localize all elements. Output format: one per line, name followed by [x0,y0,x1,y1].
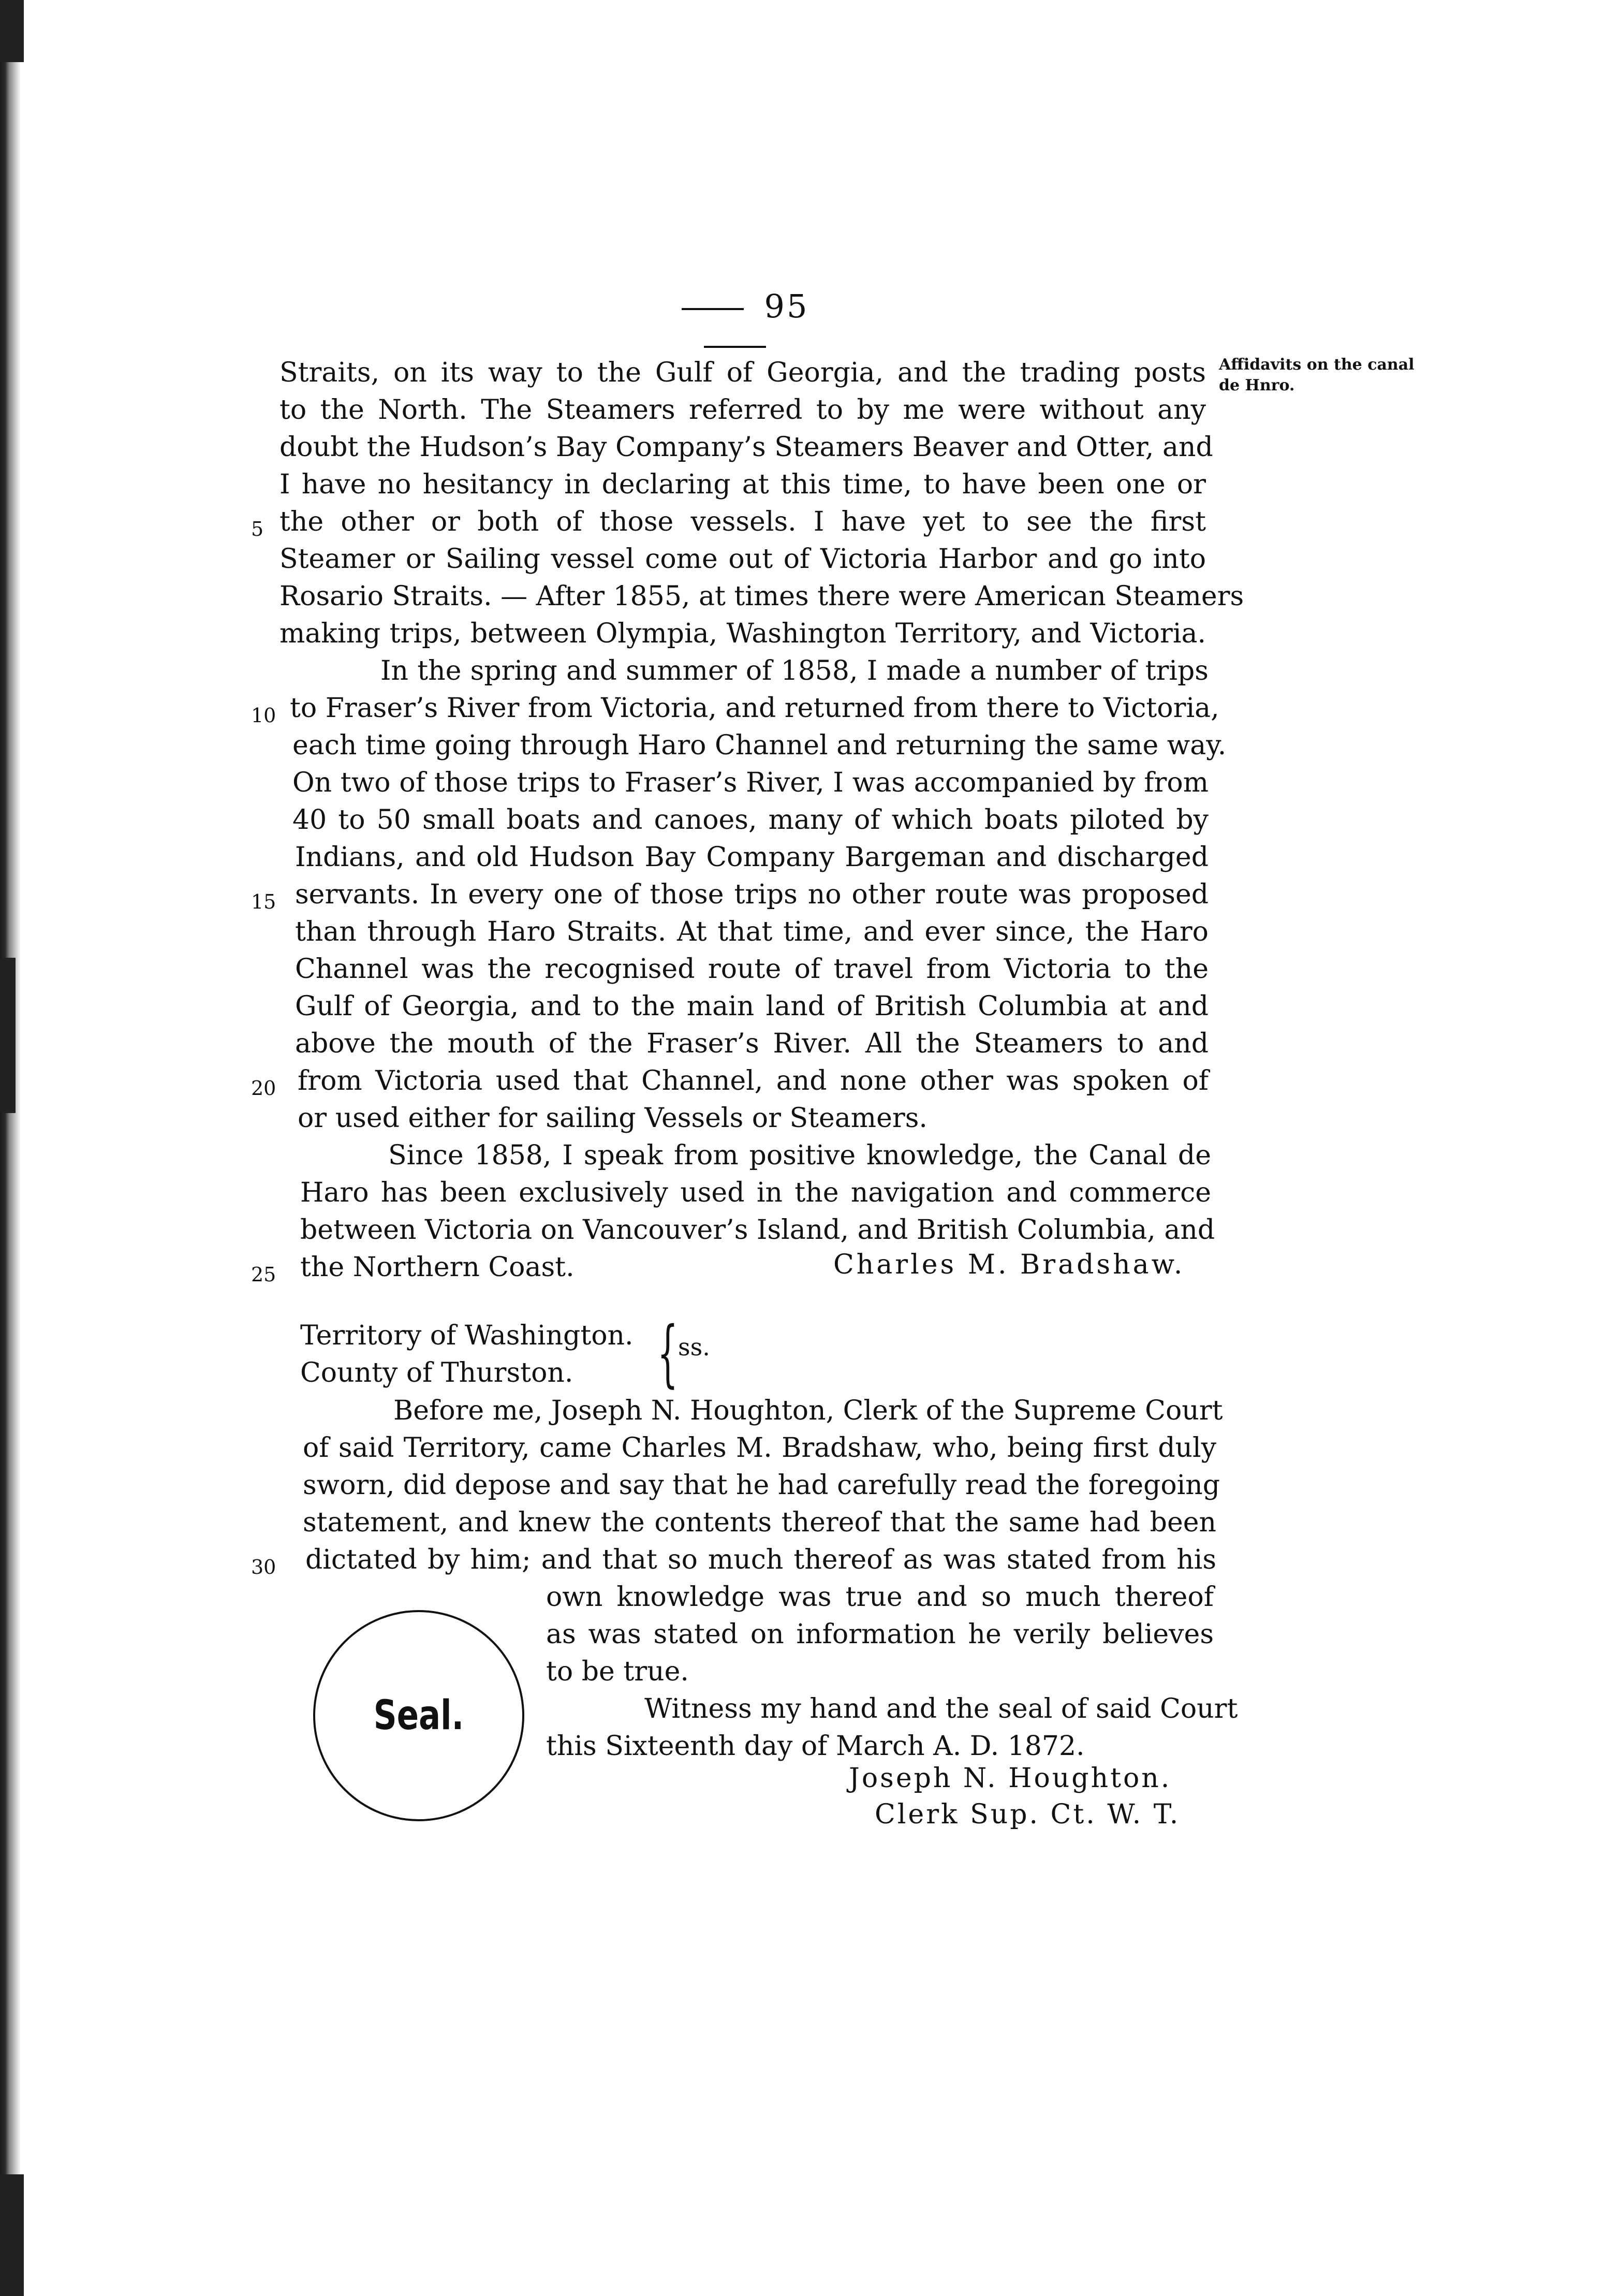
text-line: making trips, between Olympia, Washington Territory, and Victoria. [279,618,1206,649]
text-line: as was stated on information he verily believes [546,1619,1214,1650]
binding-mark [0,0,24,62]
line-number: 20 [251,1077,276,1100]
line-number: 25 [251,1263,276,1286]
line-number: 10 [251,704,276,727]
text-line: statement, and knew the contents thereof that the same had been [303,1507,1216,1538]
text-line: In the spring and summer of 1858, I made a number of trips [380,655,1209,686]
text-line: servants. In every one of those trips no other route was proposed [295,879,1209,910]
text-line: Since 1858, I speak from positive knowledge, the Canal de [388,1140,1211,1171]
text-line: dictated by him; and that so much thereof as was stated from his [305,1544,1216,1575]
text-line: Indians, and old Hudson Bay Company Bargeman and discharged [295,842,1209,873]
text-line: the Northern Coast. [300,1252,575,1283]
text-line: to the North. The Steamers referred to by me were without any [279,394,1206,426]
text-line: Channel was the recognised route of travel from Victoria to the [295,954,1209,985]
seal-label: Seal. [373,1692,464,1739]
header-rule-right [704,346,766,348]
text-line: sworn, did depose and say that he had carefully read the foregoing [303,1470,1220,1501]
text-line: Haro has been exclusively used in the navigation and commerce [300,1177,1211,1208]
signature-title: Clerk Sup. Ct. W. T. [875,1799,1181,1830]
binding-mark [0,2174,24,2296]
text-line: Steamer or Sailing vessel come out of Victoria Harbor and go into [279,544,1206,575]
text-line: between Victoria on Vancouver’s Island, and British Columbia, and [300,1215,1215,1246]
page-header [631,287,838,363]
text-line: Straits, on its way to the Gulf of Georgia, and the trading posts [279,357,1206,388]
court-seal [313,1610,524,1821]
venue-county: County of Thurston. [300,1357,573,1388]
venue-brace: { [657,1311,679,1396]
line-number: 5 [251,518,264,540]
text-line: of said Territory, came Charles M. Bradshaw, who, being first duly [303,1432,1216,1464]
line-number: 15 [251,890,276,913]
text-line: above the mouth of the Fraser’s River. All the Steamers to and [295,1028,1209,1059]
venue-ss: ss. [678,1333,710,1361]
text-line: than through Haro Straits. At that time, and ever since, the Haro [295,916,1209,947]
text-line: this Sixteenth day of March A. D. 1872. [546,1731,1085,1762]
text-line: to Fraser’s River from Victoria, and returned from there to Victoria, [290,693,1219,724]
text-line: I have no hesitancy in declaring at this time, to have been one or [279,469,1206,500]
header-rule-left [682,308,744,310]
text-line: or used either for sailing Vessels or Steamers. [298,1103,927,1134]
line-number: 30 [251,1556,276,1578]
text-line: doubt the Hudson’s Bay Company’s Steamers Beaver and Otter, and [279,432,1213,463]
binding-mark [0,958,16,1113]
text-line: Before me, Joseph N. Houghton, Clerk of the Supreme Court [393,1395,1223,1426]
signature-houghton: Joseph N. Houghton. [849,1763,1172,1794]
text-line: Gulf of Georgia, and to the main land of British Columbia at and [295,991,1209,1022]
text-line: own knowledge was true and so much thereof [546,1582,1214,1613]
margin-note: Affidavits on the canal de Hnro. [1219,356,1415,394]
text-line: 40 to 50 small boats and canoes, many of which boats piloted by [292,805,1209,836]
text-line: the other or both of those vessels. I have yet to see the first [279,506,1206,537]
text-line: from Victoria used that Channel, and none other was spoken of [298,1065,1209,1096]
signature-bradshaw: Charles M. Bradshaw. [833,1249,1185,1280]
venue-territory: Territory of Washington. [300,1320,634,1351]
page-number: 95 [764,287,809,325]
text-line: Rosario Straits. — After 1855, at times there were American Steamers [279,581,1244,612]
text-line: On two of those trips to Fraser’s River, I was accompanied by from [292,767,1209,798]
text-line: Witness my hand and the seal of said Court [644,1693,1238,1724]
binding-edge [0,0,26,2296]
text-line: each time going through Haro Channel and returning the same way. [292,730,1227,761]
text-line: to be true. [546,1656,689,1687]
